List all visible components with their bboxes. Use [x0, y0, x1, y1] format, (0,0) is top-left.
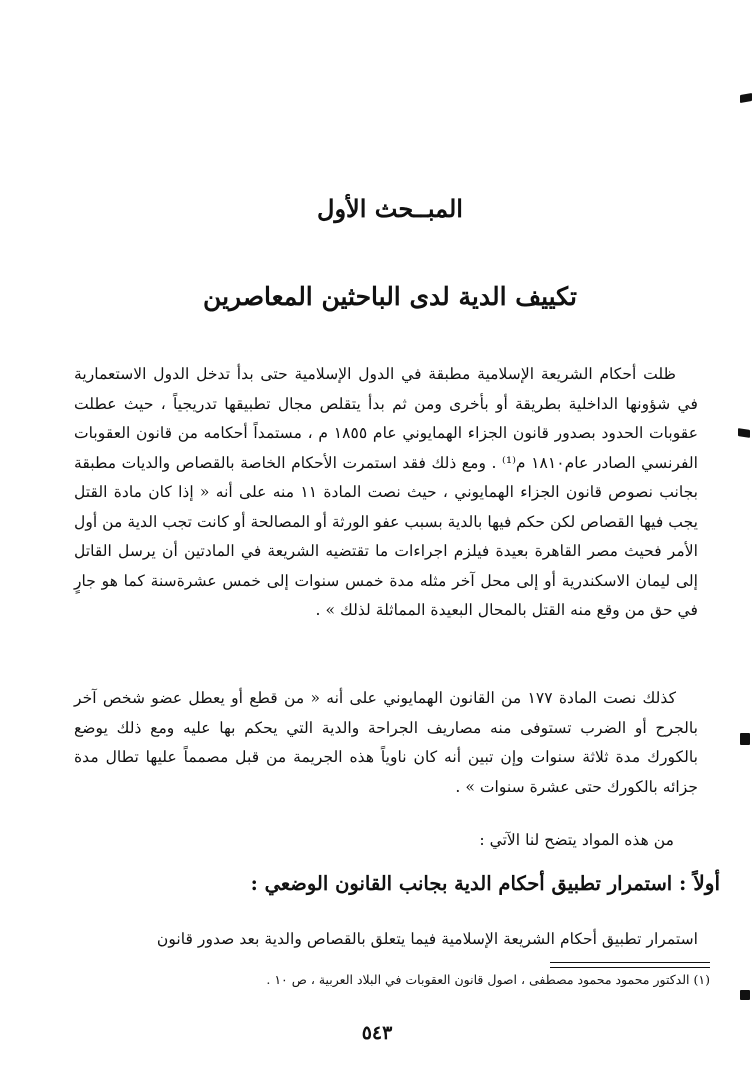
body-paragraph-2 — [74, 684, 698, 802]
subheading-number: أولاً : — [679, 871, 720, 895]
body-continuation-line: استمرار تطبيق أحكام الشريعة الإسلامية فيما يتعلق بالقصاص والدية بعد صدور قانون — [156, 930, 698, 948]
chapter-title: تكييف الدية لدى الباحثين المعاصرين — [203, 282, 577, 311]
binding-mark — [740, 990, 750, 1000]
section-heading: المبــحث الأول — [317, 194, 463, 223]
intro-line: من هذه المواد يتضح لنا الآتي : — [479, 831, 674, 849]
subheading-text: استمرار تطبيق أحكام الدية بجانب القانون الوضعي : — [250, 872, 673, 895]
footnote-divider — [550, 962, 710, 968]
subheading — [60, 871, 720, 895]
binding-mark — [738, 428, 750, 438]
footnote: (١) الدكتور محمود محمود مصطفى ، اصول قانون العقوبات في البلاد العربية ، ص ١٠ . — [266, 972, 710, 987]
paragraph-1-text: ظلت أحكام الشريعة الإسلامية مطبقة في الدول الإسلامية حتى بدأ تدخل الدول الاستعمارية في شؤونها الداخلية بطريقة أو بأخرى ومن ثم بدأ يتقلص مجال تطبيقها تدريجياً ، حيث عطلت عقوبات الحدود بصدور قانون الجزاء الهمايوني عام ١٨٥٥ م ، مستمداً أحكامه من قانون العقوبات الفرنسي الصادر عام١٨١٠ م⁽¹⁾ . ومع ذلك فقد استمرت الأحكام الخاصة بالقصاص والديات مطبقة بجانب نصوص قانون الجزاء الهمايوني ، حيث نصت المادة ١١ منه على أنه « إذا كان مادة القتل يجب فيها القصاص لكن حكم فيها بالدية بسبب عفو الورثة أو المصالحة أو كانت تجب الدية من أول الأمر فحيث مصر القاهرة بعيدة فيلزم اجراءات ما تقتضيه الشريعة في المادتين أن يرسل القاتل إلى ليمان الاسكندرية أو إلى محل آخر مثله مدة خمس سنوات إلى خمس عشرةسنة كما هو جارٍ في حق من وقع منه القتل بالمحال البعيدة المماثلة لذلك » . — [74, 365, 699, 619]
body-paragraph-1 — [74, 360, 698, 626]
binding-mark — [740, 93, 752, 103]
page-number: ٥٤٣ — [361, 1022, 393, 1044]
paragraph-2-text: كذلك نصت المادة ١٧٧ من القانون الهمايوني على أنه « من قطع أو يعطل عضو شخص آخر بالجرح أو الضرب تستوفى منه مصاريف الجراحة والدية التي يحكم بها عليه ومع ذلك يوضع بالكورك مدة ثلاثة سنوات وإن تبين أنه كان ناوياً هذه الجريمة من قبل مصمماً عليها تطال مدة جزائه بالكورك حتى عشرة سنوات » . — [74, 689, 698, 796]
binding-mark — [740, 733, 750, 745]
